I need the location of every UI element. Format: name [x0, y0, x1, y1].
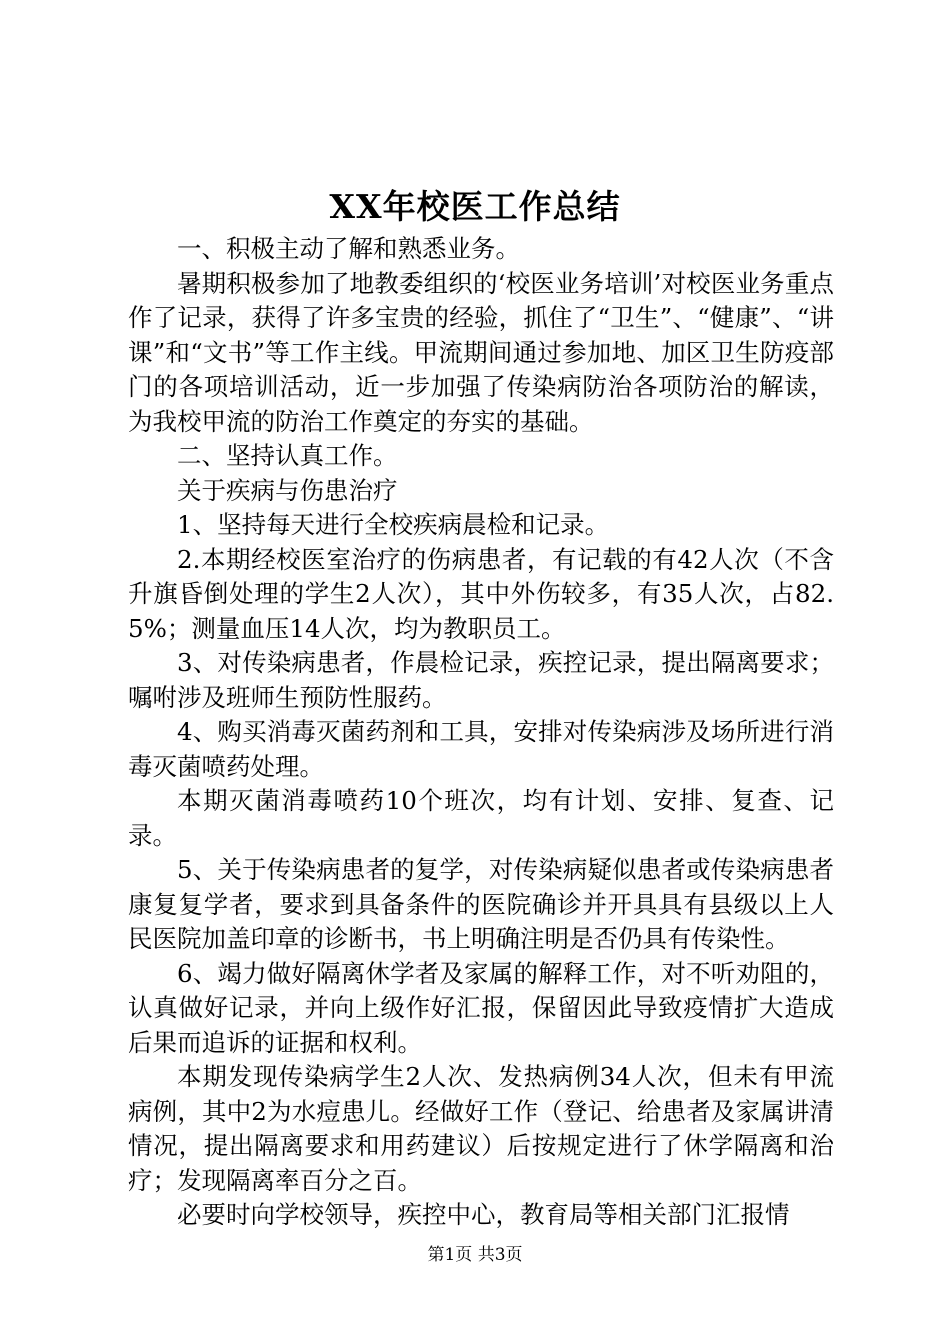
- list-item-5: 5、关于传染病患者的复学，对传染病疑似患者或传染病患者康复复学者，要求到具备条件的医院确诊并开具具有县级以上人民医院加盖印章的诊断书，书上明确注明是否仍具有传染性。: [128, 855, 834, 953]
- document-title: XX年校医工作总结: [329, 187, 621, 226]
- section-heading-2: 二、坚持认真工作。: [177, 441, 398, 470]
- paragraph-training: 暑期积极参加了地教委组织的‘校医业务培训’对校医业务重点作了记录，获得了许多宝贵的经验，抓住了“卫生”、“健康”、“讲课”和“文书”等工作主线。甲流期间通过参加地、加区卫生防疫部门的各项培训活动，近一步加强了传染病防治各项防治的解读，为我校甲流的防治工作奠定的夯实的基础。: [128, 268, 834, 436]
- paragraph-disinfection: 本期灭菌消毒喷药10个班次，均有计划、安排、复查、记录。: [128, 786, 834, 850]
- list-item-2: 2.本期经校医室治疗的伤病患者，有记载的有42人次（不含升旗昏倒处理的学生2人次），其中外伤较多，有35人次，占82.5%；测量血压14人次，均为教职员工。: [128, 544, 834, 643]
- paragraph-findings: 本期发现传染病学生2人次、发热病例34人次，但未有甲流病例，其中2为水痘患儿。经做好工作（登记、给患者及家属讲清情况，提出隔离要求和用药建议）后按规定进行了休学隔离和治疗；发现隔离率百分之百。: [128, 1062, 834, 1195]
- page-footer: 第1页 共3页: [427, 1245, 523, 1265]
- list-item-1: 1、坚持每天进行全校疾病晨检和记录。: [177, 510, 610, 539]
- list-item-6: 6、竭力做好隔离休学者及家属的解释工作，对不听劝阻的，认真做好记录，并向上级作好汇报，保留因此导致疫情扩大造成后果而追诉的证据和权利。: [128, 958, 834, 1057]
- list-item-3: 3、对传染病患者，作晨检记录，疾控记录，提出隔离要求；嘱咐涉及班师生预防性服药。: [128, 648, 834, 712]
- list-item-4: 4、购买消毒灭菌药剂和工具，安排对传染病涉及场所进行消毒灭菌喷药处理。: [128, 717, 834, 781]
- document-body: [128, 232, 834, 1233]
- section-heading-1: 一、积极主动了解和熟悉业务。: [177, 234, 520, 263]
- subheading-treatment: 关于疾病与伤患治疗: [177, 475, 398, 505]
- paragraph-reporting: 必要时向学校领导，疾控中心，教育局等相关部门汇报情: [177, 1200, 790, 1229]
